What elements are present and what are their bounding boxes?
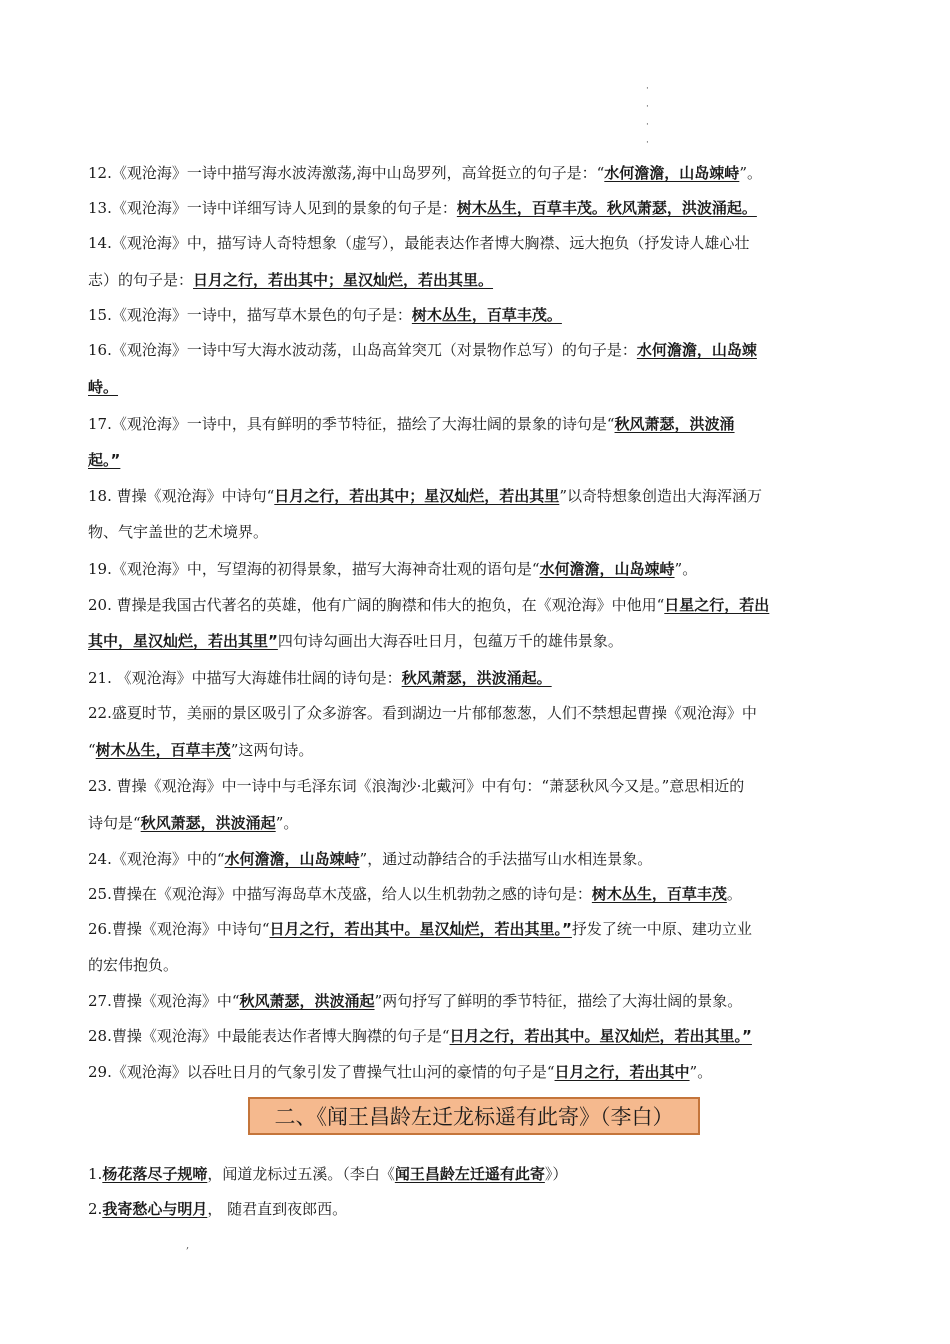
list-item: [88, 450, 120, 470]
answer-text: 日月之行，若出其中。星汉灿烂，若出其里。”: [449, 1027, 752, 1045]
question-text: 26.曹操《观沧海》中诗句“: [88, 920, 270, 938]
list-item: [88, 559, 697, 579]
answer-text: 起。”: [88, 451, 121, 469]
list-item: [88, 668, 552, 688]
list-item: [88, 305, 562, 325]
question-text: 》）: [544, 1165, 568, 1183]
answer-text: 闻王昌龄左迁遥有此寄: [394, 1165, 545, 1183]
list-item: [88, 955, 178, 975]
question-text: 。: [726, 885, 742, 903]
answer-text: 日月之行，若出其中。星汉灿烂，若出其里。”: [269, 920, 572, 938]
answer-text: 秋风萧瑟，洪波涌起: [239, 992, 375, 1010]
answer-text: 秋风萧瑟，洪波涌: [614, 415, 735, 433]
answer-text: 秋风萧瑟，洪波涌起: [140, 814, 276, 832]
question-text: ”两句抒写了鲜明的季节特征，描绘了大海壮阔的景象。: [374, 992, 743, 1010]
answer-text: 日星之行，若出: [664, 596, 770, 614]
question-text: 2.: [88, 1200, 103, 1218]
question-text: 志）的句子是：: [88, 271, 194, 289]
list-item: [88, 776, 744, 796]
question-text: ”。: [674, 560, 698, 578]
question-text: 15.《观沧海》一诗中，描写草木景色的句子是：: [88, 306, 412, 324]
question-text: 17.《观沧海》一诗中，具有鲜明的季节特征，描绘了大海壮阔的景象的诗句是“: [88, 415, 615, 433]
list-item: [88, 703, 757, 723]
question-text: ”，通过动静结合的手法描写山水相连景象。: [359, 850, 653, 868]
question-text: 16.《观沧海》一诗中写大海水波动荡，山岛高耸突兀（对景物作总写）的句子是：: [88, 341, 637, 359]
header-dots: · · · ·: [646, 84, 649, 148]
question-text: 诗句是“: [88, 814, 141, 832]
list-item: [88, 1199, 347, 1219]
list-item: [88, 233, 749, 253]
answer-text: 日月之行，若出其中: [554, 1063, 690, 1081]
question-text: ，闻道龙标过五溪。（李白《: [207, 1165, 395, 1183]
list-item: [88, 631, 623, 651]
question-text: ”。: [689, 1063, 713, 1081]
answer-text: 水何澹澹，山岛竦: [636, 341, 757, 359]
answer-text: 树木丛生，百草丰茂: [591, 885, 727, 903]
answer-text: 我寄愁心与明月: [102, 1200, 208, 1218]
list-item: [88, 522, 268, 542]
answer-text: 树木丛生，百草丰茂。秋风萧瑟，洪波涌起。: [456, 199, 757, 217]
list-item: [88, 849, 652, 869]
answer-text: 其中，星汉灿烂，若出其里”: [88, 632, 278, 650]
question-text: 28.曹操《观沧海》中最能表达作者博大胸襟的句子是“: [88, 1027, 450, 1045]
question-text: 13.《观沧海》一诗中详细写诗人见到的景象的句子是：: [88, 199, 457, 217]
list-item: [88, 163, 762, 183]
question-text: 21. 《观沧海》中描写大海雄伟壮阔的诗句是：: [88, 669, 402, 687]
list-item: [88, 991, 742, 1011]
question-text: 12.《观沧海》一诗中描写海水波涛激荡,海中山岛罗列，高耸挺立的句子是：“: [88, 164, 605, 182]
question-text: 20. 曹操是我国古代著名的英雄，他有广阔的胸襟和伟大的抱负，在《观沧海》中他用“: [88, 596, 665, 614]
list-item: [88, 340, 757, 360]
question-text: ”以奇特想象创造出大海浑涵万: [559, 487, 762, 505]
list-item: [88, 377, 118, 397]
question-text: 22.盛夏时节，美丽的景区吸引了众多游客。看到湖边一片郁郁葱葱，人们不禁想起曹操《观沧海》中: [88, 704, 757, 722]
answer-text: 水何澹澹，山岛竦峙: [604, 164, 740, 182]
question-text: “: [88, 741, 96, 759]
answer-text: 秋风萧瑟，洪波涌起。: [401, 669, 552, 687]
list-item: [88, 740, 313, 760]
answer-text: 树木丛生，百草丰茂。: [411, 306, 562, 324]
list-item: [88, 1062, 712, 1082]
question-text: ， 随君直到夜郎西。: [207, 1200, 348, 1218]
footer-mark: ,: [186, 1240, 190, 1251]
list-item: [88, 919, 752, 939]
question-text: 14.《观沧海》中，描写诗人奇特想象（虚写），最能表达作者博大胸襟、远大抱负（抒发诗人雄心壮: [88, 234, 750, 252]
answer-text: 树木丛生，百草丰茂: [95, 741, 231, 759]
question-text: ”这两句诗。: [230, 741, 314, 759]
list-item: [88, 198, 757, 218]
list-item: [88, 1026, 752, 1046]
answer-text: 水何澹澹，山岛竦峙: [224, 850, 360, 868]
question-text: 物、气宇盖世的艺术境界。: [88, 523, 269, 541]
question-text: 27.曹操《观沧海》中“: [88, 992, 240, 1010]
list-item: [88, 486, 762, 506]
question-text: 四句诗勾画出大海吞吐日月，包蕴万千的雄伟景象。: [277, 632, 623, 650]
section-heading: 二、《闻王昌龄左迁龙标遥有此寄》（李白）: [248, 1097, 700, 1135]
answer-text: 水何澹澹，山岛竦峙: [539, 560, 675, 578]
question-text: 24.《观沧海》中的“: [88, 850, 225, 868]
question-text: 的宏伟抱负。: [88, 956, 179, 974]
answer-text: 杨花落尽子规啼: [102, 1165, 208, 1183]
question-text: 1.: [88, 1165, 103, 1183]
list-item: [88, 270, 493, 290]
question-text: 18. 曹操《观沧海》中诗句“: [88, 487, 275, 505]
question-text: ”。: [275, 814, 299, 832]
answer-text: 峙。: [88, 378, 119, 396]
list-item: [88, 414, 735, 434]
list-item: [88, 595, 769, 615]
question-text: 29.《观沧海》以吞吐日月的气象引发了曹操气壮山河的豪情的句子是“: [88, 1063, 555, 1081]
question-text: 23. 曹操《观沧海》中一诗中与毛泽东词《浪淘沙·北戴河》中有句：“萧瑟秋风今又是。”意思相近的: [88, 777, 745, 795]
question-text: 抒发了统一中原、建功立业: [571, 920, 752, 938]
list-item: [88, 813, 298, 833]
question-text: 19.《观沧海》中，写望海的初得景象，描写大海神奇壮观的语句是“: [88, 560, 540, 578]
answer-text: 日月之行，若出其中；星汉灿烂，若出其里: [274, 487, 560, 505]
answer-text: 日月之行，若出其中；星汉灿烂，若出其里。: [193, 271, 494, 289]
question-text: 25.曹操在《观沧海》中描写海岛草木茂盛，给人以生机勃勃之感的诗句是：: [88, 885, 592, 903]
list-item: [88, 1164, 567, 1184]
list-item: [88, 884, 742, 904]
question-text: ”。: [739, 164, 762, 182]
